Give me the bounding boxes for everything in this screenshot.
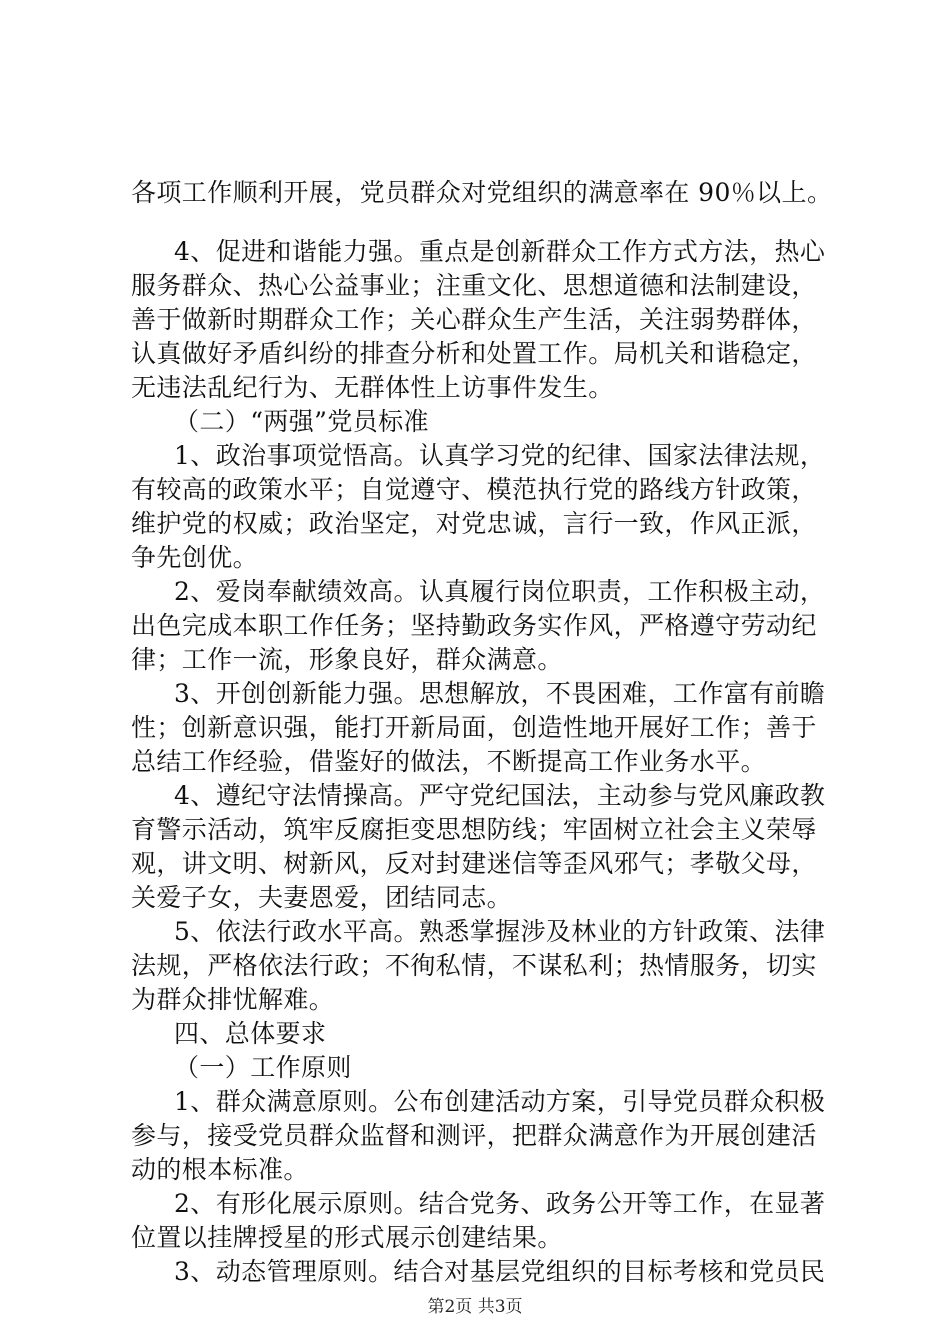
paragraph-line: 认真做好矛盾纠纷的排查分析和处置工作。局机关和谐稳定， (131, 339, 817, 368)
paragraph-line: 法规，严格依法行政；不徇私情，不谋私利；热情服务，切实 (131, 951, 817, 980)
paragraph-line: 服务群众、热心公益事业；注重文化、思想道德和法制建设， (131, 271, 817, 300)
paragraph-line: 育警示活动，筑牢反腐拒变思想防线；牢固树立社会主义荣辱 (131, 815, 817, 844)
paragraph-line: 总结工作经验，借鉴好的做法，不断提高工作业务水平。 (131, 747, 767, 776)
paragraph-line: 3、动态管理原则。结合对基层党组织的目标考核和党员民 (174, 1257, 826, 1286)
paragraph-line: 动的根本标准。 (131, 1155, 309, 1184)
paragraph-line: 关爱子女，夫妻恩爱，团结同志。 (131, 883, 513, 912)
paragraph-line: 2、有形化展示原则。结合党务、政务公开等工作，在显著 (174, 1189, 826, 1218)
paragraph-line: 2、爱岗奉献绩效高。认真履行岗位职责，工作积极主动， (174, 577, 826, 606)
paragraph-line: 3、开创创新能力强。思想解放，不畏困难，工作富有前瞻 (174, 679, 826, 708)
section-heading: 四、总体要求 (174, 1019, 327, 1048)
paragraph-line: 无违法乱纪行为、无群体性上访事件发生。 (131, 373, 614, 402)
paragraph-line: 4、遵纪守法情操高。严守党纪国法，主动参与党风廉政教 (174, 781, 826, 810)
paragraph-line: 律；工作一流，形象良好，群众满意。 (131, 645, 563, 674)
paragraph-line: 有较高的政策水平；自觉遵守、模范执行党的路线方针政策， (131, 475, 817, 504)
paragraph-line: 出色完成本职工作任务；坚持勤政务实作风，严格遵守劳动纪 (131, 611, 817, 640)
paragraph-line: 5、依法行政水平高。熟悉掌握涉及林业的方针政策、法律 (174, 917, 826, 946)
paragraph-line: 4、促进和谐能力强。重点是创新群众工作方式方法，热心 (174, 237, 826, 266)
paragraph-line: 维护党的权威；政治坚定，对党忠诚，言行一致，作风正派， (131, 509, 817, 538)
paragraph-line: 观，讲文明、树新风，反对封建迷信等歪风邪气；孝敬父母， (131, 849, 817, 878)
paragraph-line: 1、群众满意原则。公布创建活动方案，引导党员群众积极 (174, 1087, 826, 1116)
paragraph-line: 争先创优。 (131, 543, 259, 572)
page-number-footer: 第2页 共3页 (427, 1297, 523, 1317)
section-heading: （二）“两强”党员标准 (174, 407, 429, 436)
paragraph-line: 善于做新时期群众工作；关心群众生产生活，关注弱势群体， (131, 305, 817, 334)
paragraph-line: 位置以挂牌授星的形式展示创建结果。 (131, 1223, 563, 1252)
paragraph-line: 参与，接受党员群众监督和测评，把群众满意作为开展创建活 (131, 1121, 817, 1150)
paragraph-line: 各项工作顺利开展，党员群众对党组织的满意率在 90％以上。 (131, 178, 833, 207)
paragraph-line: 性；创新意识强，能打开新局面，创造性地开展好工作；善于 (131, 713, 817, 742)
paragraph-line: 为群众排忧解难。 (131, 985, 335, 1014)
section-heading: （一）工作原则 (174, 1053, 352, 1082)
paragraph-line: 1、政治事项觉悟高。认真学习党的纪律、国家法律法规， (174, 441, 826, 470)
